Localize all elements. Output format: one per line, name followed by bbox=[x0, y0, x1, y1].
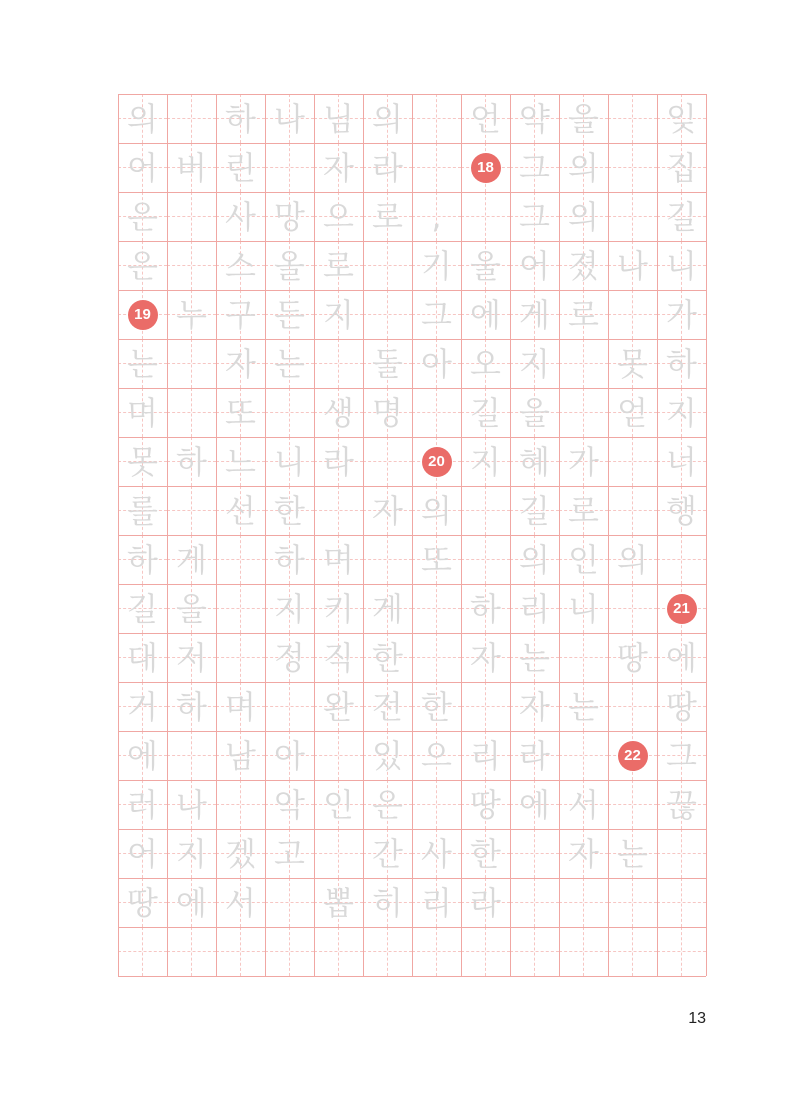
tracing-character: 올 bbox=[274, 246, 305, 285]
tracing-character: 사 bbox=[421, 834, 452, 873]
tracing-character: 의 bbox=[568, 148, 599, 187]
tracing-character: 은 bbox=[127, 197, 158, 236]
tracing-character: 혜 bbox=[519, 442, 550, 481]
verse-number-badge: 21 bbox=[667, 594, 697, 624]
writing-grid bbox=[118, 94, 706, 976]
tracing-character: 자 bbox=[470, 638, 501, 677]
tracing-character: 의 bbox=[421, 491, 452, 530]
tracing-character: 은 bbox=[372, 785, 403, 824]
tracing-character: 는 bbox=[127, 344, 158, 383]
tracing-character: 어 bbox=[127, 148, 158, 187]
verse-number-badge: 19 bbox=[128, 300, 158, 330]
tracing-character: 라 bbox=[470, 883, 501, 922]
tracing-character: 지 bbox=[666, 393, 697, 432]
tracing-character: 하 bbox=[274, 540, 305, 579]
tracing-character: 하 bbox=[470, 589, 501, 628]
tracing-character: 지 bbox=[176, 834, 207, 873]
tracing-character: 며 bbox=[323, 540, 354, 579]
tracing-character: 오 bbox=[470, 344, 501, 383]
tracing-character: 자 bbox=[225, 344, 256, 383]
tracing-character: 기 bbox=[421, 246, 452, 285]
tracing-character: 린 bbox=[225, 148, 256, 187]
tracing-character: 로 bbox=[568, 295, 599, 334]
tracing-character: 전 bbox=[372, 687, 403, 726]
tracing-character: 의 bbox=[127, 99, 158, 138]
tracing-character: 의 bbox=[568, 197, 599, 236]
tracing-character: 그 bbox=[666, 736, 697, 775]
tracing-character: 하 bbox=[176, 442, 207, 481]
tracing-character: 한 bbox=[274, 491, 305, 530]
tracing-character: 뽑 bbox=[323, 883, 354, 922]
tracing-character: 게 bbox=[176, 540, 207, 579]
tracing-character: 땅 bbox=[127, 883, 158, 922]
tracing-character: 버 bbox=[176, 148, 207, 187]
tracing-character: 길 bbox=[470, 393, 501, 432]
tracing-character: 완 bbox=[323, 687, 354, 726]
tracing-character: 언 bbox=[470, 99, 501, 138]
tracing-character: 누 bbox=[176, 295, 207, 334]
tracing-character: 로 bbox=[568, 491, 599, 530]
tracing-character: 졌 bbox=[568, 246, 599, 285]
tracing-character: 의 bbox=[519, 540, 550, 579]
tracing-character: 거 bbox=[127, 687, 158, 726]
tracing-character: 지 bbox=[274, 589, 305, 628]
tracing-character: 자 bbox=[568, 834, 599, 873]
tracing-character: 히 bbox=[372, 883, 403, 922]
tracing-character: 지 bbox=[519, 344, 550, 383]
tracing-character: 며 bbox=[127, 393, 158, 432]
tracing-character: 어 bbox=[519, 246, 550, 285]
tracing-character: 생 bbox=[323, 393, 354, 432]
tracing-character: 인 bbox=[568, 540, 599, 579]
tracing-character: 니 bbox=[666, 246, 697, 285]
tracing-character: 에 bbox=[470, 295, 501, 334]
tracing-character: 의 bbox=[617, 540, 648, 579]
tracing-character: 그 bbox=[519, 197, 550, 236]
tracing-character: 키 bbox=[323, 589, 354, 628]
verse-number-badge: 20 bbox=[422, 447, 452, 477]
tracing-character: 게 bbox=[372, 589, 403, 628]
tracing-character: 지 bbox=[470, 442, 501, 481]
tracing-character: 인 bbox=[323, 785, 354, 824]
tracing-character: 리 bbox=[519, 589, 550, 628]
tracing-character: 게 bbox=[519, 295, 550, 334]
tracing-character: 아 bbox=[274, 736, 305, 775]
tracing-character: 을 bbox=[519, 393, 550, 432]
tracing-character: 으 bbox=[323, 197, 354, 236]
tracing-character: 아 bbox=[421, 344, 452, 383]
verse-number-badge: 18 bbox=[471, 153, 501, 183]
tracing-character: 하 bbox=[666, 344, 697, 383]
tracing-character: 간 bbox=[372, 834, 403, 873]
tracing-character: 저 bbox=[176, 638, 207, 677]
tracing-character: 하 bbox=[127, 540, 158, 579]
tracing-character: 또 bbox=[225, 393, 256, 432]
tracing-character: 나 bbox=[617, 246, 648, 285]
tracing-character: 땅 bbox=[617, 638, 648, 677]
tracing-character: 라 bbox=[372, 148, 403, 187]
tracing-character: 집 bbox=[666, 148, 697, 187]
tracing-character: 의 bbox=[372, 99, 403, 138]
tracing-character: 은 bbox=[127, 246, 158, 285]
tracing-character: 든 bbox=[274, 295, 305, 334]
tracing-character: 선 bbox=[225, 491, 256, 530]
tracing-character: 얻 bbox=[617, 393, 648, 432]
tracing-character: 땅 bbox=[470, 785, 501, 824]
tracing-character: 라 bbox=[323, 442, 354, 481]
tracing-character: 리 bbox=[421, 883, 452, 922]
tracing-character: 길 bbox=[519, 491, 550, 530]
tracing-character: 그 bbox=[519, 148, 550, 187]
tracing-character: 그 bbox=[421, 295, 452, 334]
tracing-character: 서 bbox=[568, 785, 599, 824]
tracing-character: 길 bbox=[127, 589, 158, 628]
tracing-character: 을 bbox=[176, 589, 207, 628]
tracing-character: 있 bbox=[372, 736, 403, 775]
tracing-character: 직 bbox=[323, 638, 354, 677]
tracing-character: 느 bbox=[225, 442, 256, 481]
tracing-character: 자 bbox=[372, 491, 403, 530]
tracing-character: 악 bbox=[274, 785, 305, 824]
tracing-character: 명 bbox=[372, 393, 403, 432]
tracing-character: 에 bbox=[519, 785, 550, 824]
tracing-character: 가 bbox=[666, 295, 697, 334]
tracing-character: 사 bbox=[225, 197, 256, 236]
grid-lines bbox=[118, 94, 707, 977]
tracing-character: 땅 bbox=[666, 687, 697, 726]
tracing-character: 가 bbox=[568, 442, 599, 481]
tracing-character: 에 bbox=[666, 638, 697, 677]
tracing-character: 또 bbox=[421, 540, 452, 579]
tracing-character: 끊 bbox=[666, 785, 697, 824]
tracing-character: 에 bbox=[127, 736, 158, 775]
tracing-character: 나 bbox=[274, 99, 305, 138]
tracing-character: , bbox=[431, 197, 442, 236]
tracing-character: 님 bbox=[323, 99, 354, 138]
tracing-character: 스 bbox=[225, 246, 256, 285]
tracing-character: 행 bbox=[666, 491, 697, 530]
tracing-character: 로 bbox=[372, 197, 403, 236]
tracing-character: 정 bbox=[274, 638, 305, 677]
tracing-character: 로 bbox=[323, 246, 354, 285]
tracing-character: 에 bbox=[176, 883, 207, 922]
tracing-character: 니 bbox=[274, 442, 305, 481]
tracing-character: 약 bbox=[519, 99, 550, 138]
tracing-character: 자 bbox=[323, 148, 354, 187]
tracing-character: 구 bbox=[225, 295, 256, 334]
tracing-character: 울 bbox=[470, 246, 501, 285]
tracing-character: 는 bbox=[274, 344, 305, 383]
verse-number-badge: 22 bbox=[618, 741, 648, 771]
tracing-character: 지 bbox=[323, 295, 354, 334]
tracing-character: 겠 bbox=[225, 834, 256, 873]
tracing-character: 대 bbox=[127, 638, 158, 677]
tracing-character: 러 bbox=[127, 785, 158, 824]
tracing-character: 으 bbox=[421, 736, 452, 775]
tracing-character: 못 bbox=[127, 442, 158, 481]
tracing-character: 한 bbox=[421, 687, 452, 726]
tracing-character: 니 bbox=[568, 589, 599, 628]
tracing-character: 한 bbox=[372, 638, 403, 677]
tracing-character: 너 bbox=[666, 442, 697, 481]
tracing-character: 을 bbox=[568, 99, 599, 138]
tracing-character: 망 bbox=[274, 197, 305, 236]
tracing-character: 는 bbox=[617, 834, 648, 873]
tracing-character: 한 bbox=[470, 834, 501, 873]
tracing-character: 며 bbox=[225, 687, 256, 726]
tracing-character: 돌 bbox=[372, 344, 403, 383]
tracing-character: 리 bbox=[470, 736, 501, 775]
tracing-character: 하 bbox=[176, 687, 207, 726]
tracing-character: 하 bbox=[225, 99, 256, 138]
tracing-character: 남 bbox=[225, 736, 256, 775]
tracing-character: 길 bbox=[666, 197, 697, 236]
tracing-character: 는 bbox=[519, 638, 550, 677]
page-number: 13 bbox=[688, 1010, 706, 1027]
tracing-character: 못 bbox=[617, 344, 648, 383]
tracing-character: 잊 bbox=[666, 99, 697, 138]
tracing-character: 는 bbox=[568, 687, 599, 726]
tracing-character: 어 bbox=[127, 834, 158, 873]
tracing-character: 서 bbox=[225, 883, 256, 922]
tracing-character: 자 bbox=[519, 687, 550, 726]
tracing-character: 라 bbox=[519, 736, 550, 775]
tracing-character: 나 bbox=[176, 785, 207, 824]
tracing-character: 를 bbox=[127, 491, 158, 530]
tracing-character: 고 bbox=[274, 834, 305, 873]
